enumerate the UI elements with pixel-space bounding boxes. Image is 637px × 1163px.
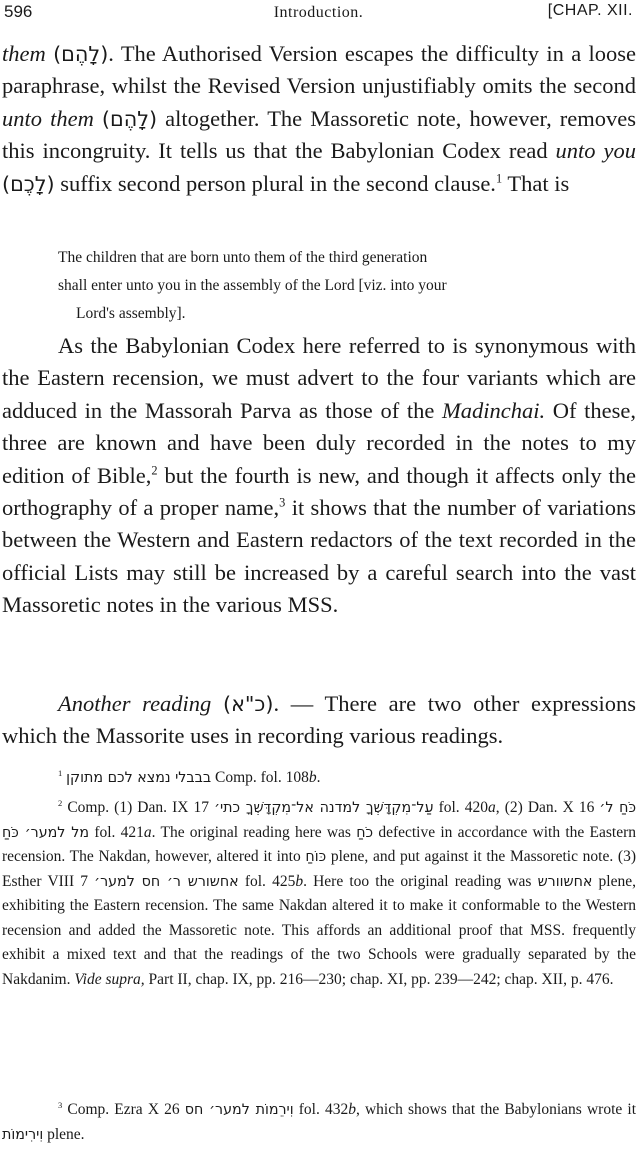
text-run: . bbox=[316, 769, 321, 786]
italic-phrase: a bbox=[488, 799, 496, 816]
hebrew-word: וִירֵמוֹת למער׳ חס bbox=[184, 1102, 294, 1118]
footnote-ref: 1 bbox=[495, 171, 503, 186]
italic-phrase: b bbox=[295, 872, 304, 890]
text-run: fol. 425 bbox=[238, 872, 296, 890]
text-run: plene, and put against it the Massoretic note. (3) Esther VIII 7 bbox=[2, 848, 636, 890]
text-run: fol. 420 bbox=[433, 799, 488, 816]
text-run: fol. 421 bbox=[89, 823, 144, 841]
italic-phrase: unto them bbox=[2, 105, 94, 131]
text-run: . Here too the original reading was bbox=[303, 872, 538, 890]
text-run: but the fourth is new, and though it affects only the orthography of a proper name, bbox=[2, 462, 636, 521]
italic-phrase: unto you bbox=[555, 138, 636, 164]
text-run: That is bbox=[502, 170, 570, 196]
text-run: . — There are two other expressions which the Massorite uses in recording various readings. bbox=[2, 691, 636, 749]
footnote-1 bbox=[2, 766, 636, 791]
footnote-2 bbox=[2, 796, 636, 992]
footnote-mark: 3 bbox=[58, 1099, 63, 1110]
quote-line: The children that are born unto them of the third generation bbox=[58, 249, 428, 266]
quote-line: shall enter unto you in the assembly of the Lord [viz. into your bbox=[58, 277, 447, 294]
italic-phrase: Vide supra, bbox=[74, 970, 145, 988]
footnote-ref: 3 bbox=[279, 495, 286, 510]
text-run: . The Authorised Version escapes the difficulty in a loose paraphrase, whilst the Revised Version unjustifiably omits the second bbox=[2, 41, 637, 99]
footnote-3 bbox=[2, 1098, 636, 1147]
hebrew-word: כֹּחַ ל׳ מל למער׳ כֹּחַ bbox=[2, 800, 637, 841]
footnote-ref: 2 bbox=[151, 463, 158, 478]
text-run: Comp. fol. 108 bbox=[211, 769, 309, 786]
text-run: plene, exhibiting the Eastern recension. The same Nakdan altered it to make it conformable to the Western recension and added the Massoretic note. This affords an additional proof that MSS. frequently exhibit a mixed text and that the readings of the two Schools were gradually separated by the Nakdanim. bbox=[2, 872, 637, 988]
footnote-mark: 1 bbox=[58, 767, 63, 778]
hebrew-word: כּוֹחַ bbox=[305, 849, 327, 865]
footnote-mark: 2 bbox=[58, 797, 63, 808]
quote-line: Lord's assembly]. bbox=[76, 305, 186, 322]
italic-phrase: b bbox=[348, 1101, 356, 1118]
text-run: As the Babylonian Codex here referred to is synonymous with the Eastern recension, we must advert to the four variants which are adduced in the Massorah Parva as those of the bbox=[2, 333, 636, 423]
chapter-label: [CHAP. XII. bbox=[547, 2, 633, 19]
paragraph-1 bbox=[2, 38, 636, 200]
text-run: , which shows that the Babylonians wrote it bbox=[355, 1101, 636, 1118]
running-title: Introduction. bbox=[273, 4, 364, 21]
text-run: suffix second person plural in the second clause. bbox=[54, 170, 496, 196]
block-quote bbox=[58, 244, 628, 328]
hebrew-word: וִירִימוֹת bbox=[2, 1126, 44, 1143]
text-run: plene. bbox=[43, 1125, 85, 1143]
hebrew-word: כֹחַ bbox=[356, 824, 374, 841]
text-run: Of these, three are known and have been duly recorded in the notes to my edition of Bible, bbox=[2, 397, 636, 488]
paragraph-3 bbox=[2, 688, 636, 753]
page-header bbox=[0, 2, 637, 28]
text-run: fol. 432 bbox=[293, 1101, 349, 1118]
text-run: Comp. (1) Dan. IX 17 bbox=[62, 799, 215, 816]
hebrew-word: (לָהֶם) bbox=[101, 106, 158, 131]
page-number: 596 bbox=[4, 2, 33, 21]
paragraph-2 bbox=[2, 330, 636, 622]
italic-phrase: b bbox=[308, 769, 317, 786]
text-run: Part II, chap. IX, pp. 216—230; chap. XI, pp. 239—242; chap. XII, p. 476. bbox=[144, 970, 614, 988]
text-run: it shows that the number of variations between the Western and Eastern redactors of the text recorded in the official Lists may still be increased by a careful search into the vast Massoretic notes in the various MSS. bbox=[2, 495, 636, 618]
hebrew-word: עַל־מִקְדָּשְׁךָ למדנה אל־מִקְדָּשְׁךָ כתי׳ bbox=[214, 800, 434, 816]
hebrew-word: אחשוורש bbox=[537, 873, 593, 890]
hebrew-word: אחשורש ר׳ חס למער׳ bbox=[94, 873, 239, 890]
text-run: altogether. The Massoretic note, however, removes this incongruity. It tells us that the Babylonian Codex read bbox=[2, 105, 636, 164]
text-run: . The original reading here was bbox=[151, 823, 357, 841]
hebrew-word: בבבלי נמצא לכם מתוקן bbox=[66, 770, 212, 786]
hebrew-word: (לָכֶם) bbox=[2, 171, 55, 196]
italic-phrase: Madinchai. bbox=[441, 397, 546, 423]
hebrew-word: (כ"א) bbox=[222, 692, 274, 716]
text-run: Comp. Ezra X 26 bbox=[62, 1101, 185, 1118]
text-run: defective in accordance with the Eastern recension. The Nakdan, however, altered it into bbox=[2, 823, 636, 865]
hebrew-word: (לָהֶם) bbox=[53, 42, 109, 66]
text-run: , (2) Dan. X 16 bbox=[495, 799, 600, 816]
italic-phrase: them bbox=[2, 41, 46, 66]
italic-phrase: a bbox=[143, 823, 152, 841]
italic-phrase: Another reading bbox=[58, 691, 212, 716]
